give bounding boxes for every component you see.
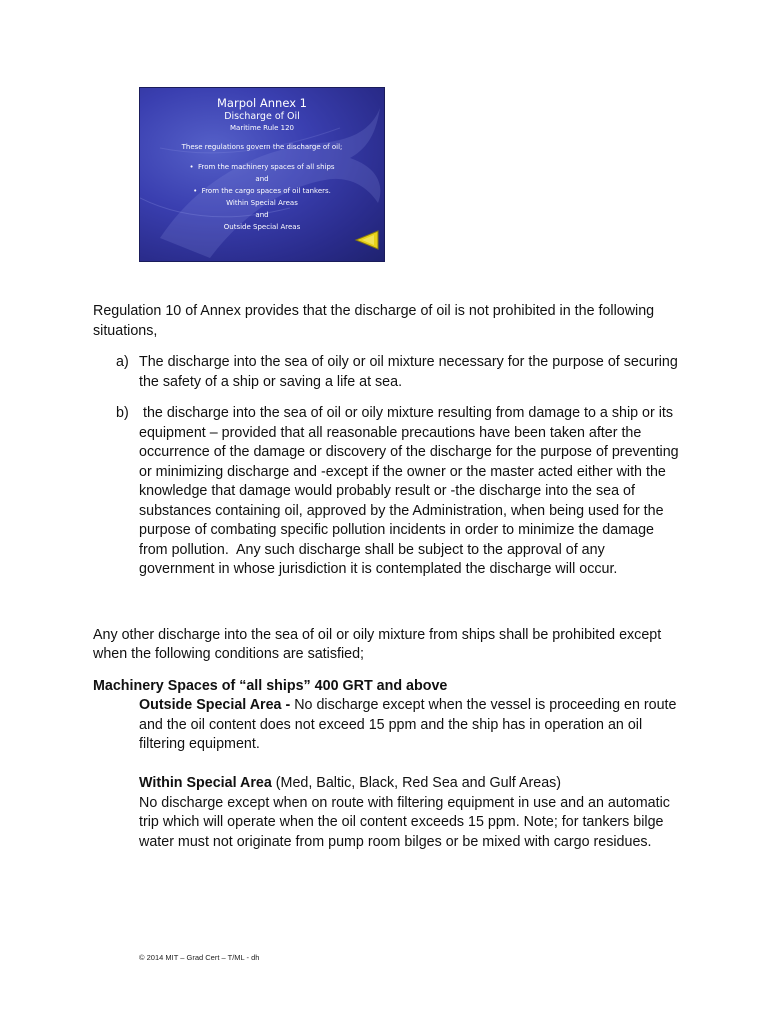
within-special-area-label: Within Special Area xyxy=(139,775,272,791)
marpol-slide-image xyxy=(139,87,385,262)
list-item xyxy=(93,353,683,392)
slide-outside: Outside Special Areas xyxy=(223,223,301,231)
slide-bullet-1: • From the machinery spaces of all ships xyxy=(189,163,335,171)
list-item-label: a) xyxy=(116,354,129,370)
outside-special-area-block xyxy=(93,696,683,755)
bullet-icon: • xyxy=(189,163,194,171)
conditions-paragraph: Any other discharge into the sea of oil or oily mixture from ships shall be prohibited except when the following conditions are satisfied; xyxy=(93,626,662,662)
intro-paragraph: Regulation 10 of Annex provides that the discharge of oil is not prohibited in the following situations, xyxy=(93,303,655,339)
list-item-label: b) xyxy=(116,405,129,421)
bullet-icon: • xyxy=(193,187,198,195)
within-special-area-heading xyxy=(139,774,683,794)
list-item-text: the discharge into the sea of oil or oily mixture resulting from damage to a ship or its equipment – provided that all reasonable precautions have been taken after the occurrence of the damage or discovery of the discharge for the purpose of preventing or minimizing discharge and -except if the owner or the master acted either with the knowledge that damage would probably result or -the discharge into the sea of substances containing oil, approved by the Administration, when being used for the purpose of combating specific pollution incidents in order to minimize the damage from pollution. Any such discharge shall be subject to the approval of any government in whose jurisdiction it is contemplated the discharge will occur. xyxy=(139,405,683,577)
slide-and-2: and xyxy=(255,211,269,219)
section-heading: Machinery Spaces of “all ships” 400 GRT and above xyxy=(93,677,448,694)
slide-bullet-2: • From the cargo spaces of oil tankers. xyxy=(193,187,331,195)
list-item-text: The discharge into the sea of oily or oil mixture necessary for the purpose of securing the safety of a ship or saving a life at sea. xyxy=(139,354,678,390)
slide-and-1: and xyxy=(255,175,269,183)
footer-copyright: © 2014 MIT – Grad Cert – T/ML - dh xyxy=(139,953,260,962)
slide-rule: Maritime Rule 120 xyxy=(229,124,294,132)
within-special-area-text: No discharge except when on route with filtering equipment in use and an automatic trip which will operate when the oil content exceeds 15 ppm. Note; for tankers bilge water must not originate from pump room bilges or be mixed with cargo residues. xyxy=(139,794,670,850)
within-special-area-block xyxy=(93,774,683,852)
outside-special-area-text: No discharge except when the vessel is proceeding en route and the oil content does not exceed 15 ppm and the ship has in operation an oil filtering equipment. xyxy=(139,697,677,752)
within-special-area-list: (Med, Baltic, Black, Red Sea and Gulf Areas) xyxy=(271,775,562,791)
outside-special-area-label: Outside Special Area - xyxy=(139,697,295,713)
list-item xyxy=(93,404,683,580)
slide-subtitle: Discharge of Oil xyxy=(224,111,300,122)
back-arrow-icon[interactable] xyxy=(354,229,380,251)
spacer xyxy=(93,755,683,775)
document-body xyxy=(93,302,683,852)
slide-within: Within Special Areas xyxy=(226,199,298,207)
slide-title: Marpol Annex 1 xyxy=(217,96,307,110)
slide-intro: These regulations govern the discharge of oil; xyxy=(181,143,343,151)
